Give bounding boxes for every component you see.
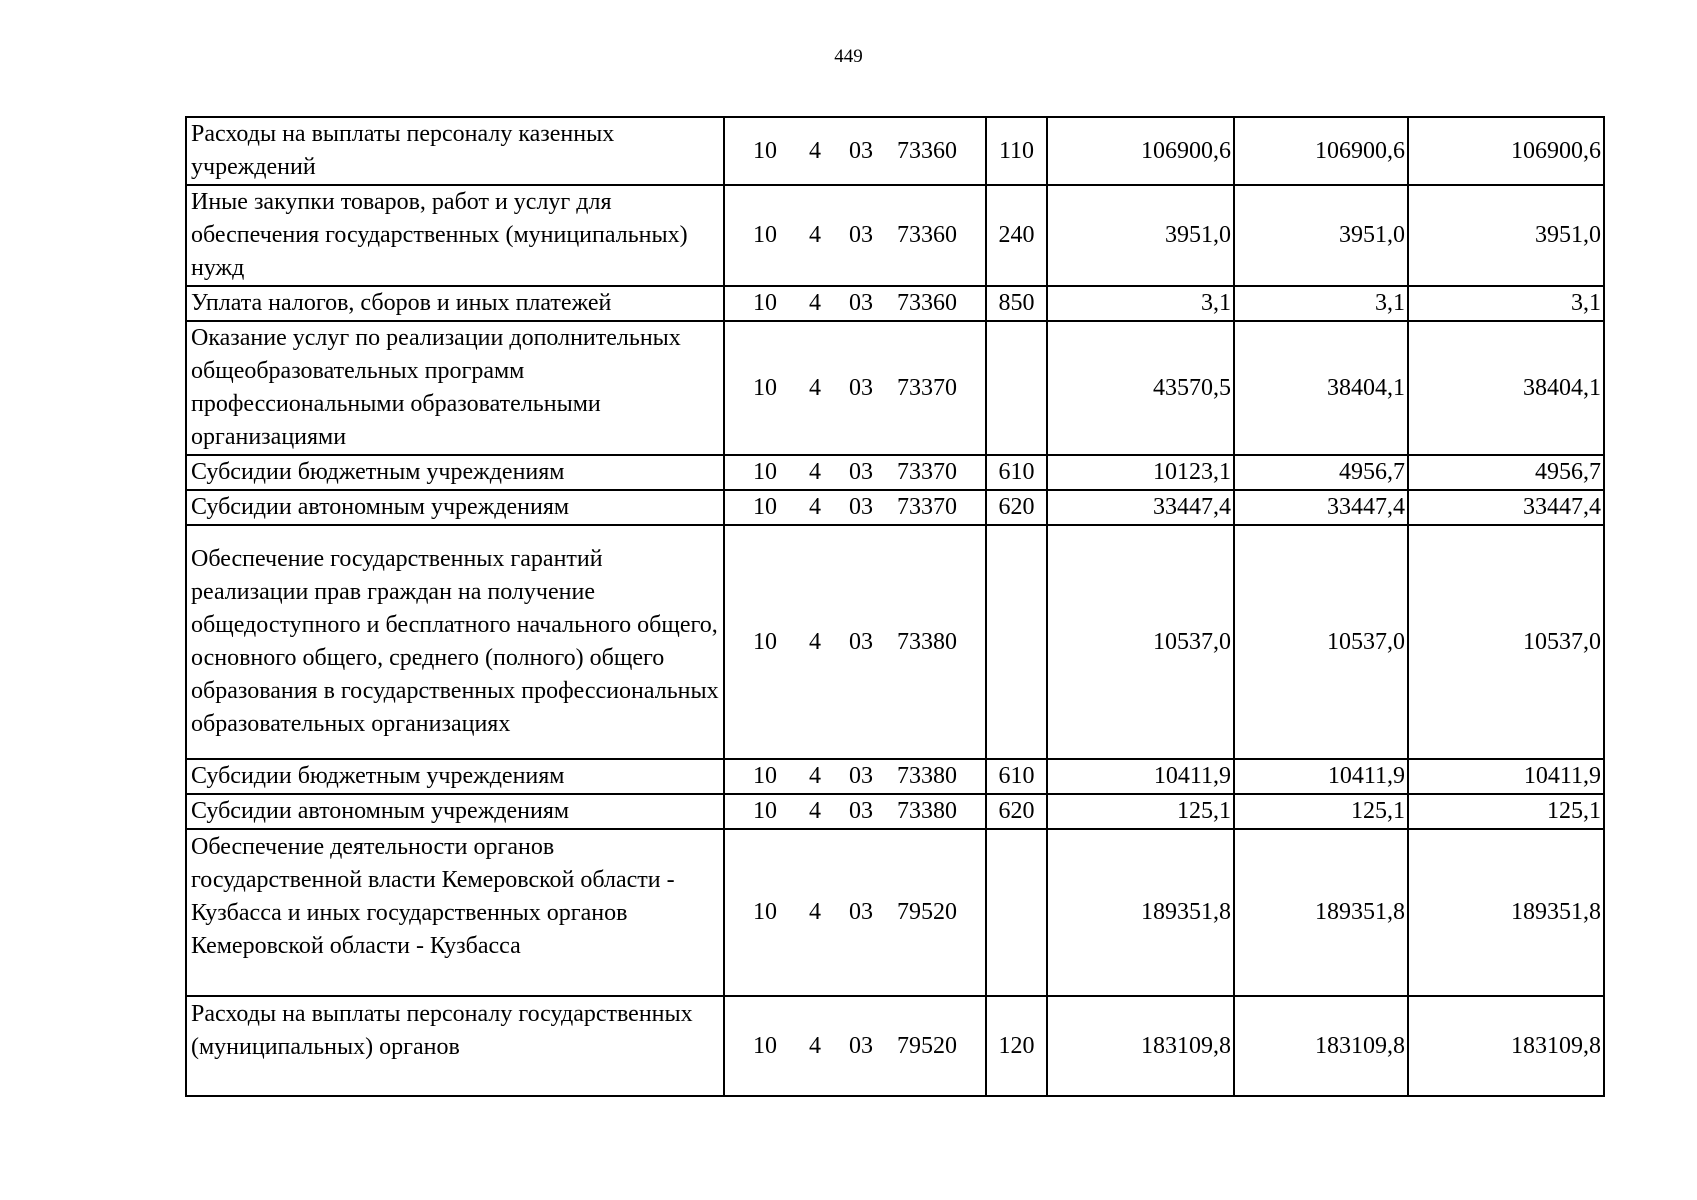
program-code: 03 — [849, 628, 873, 655]
subsection-code: 4 — [809, 798, 821, 824]
row-description: Субсидии автономным учреждениям — [186, 794, 724, 829]
subsection-code: 4 — [809, 628, 821, 655]
amount-2: 189351,8 — [1234, 829, 1408, 996]
section-code: 10 — [753, 763, 777, 789]
amount-3: 33447,4 — [1408, 490, 1604, 525]
amount-1: 189351,8 — [1047, 829, 1234, 996]
classification-codes — [724, 321, 986, 455]
table-row — [186, 829, 1604, 996]
amount-3: 3,1 — [1408, 286, 1604, 321]
section-code: 10 — [753, 1032, 777, 1059]
program-code: 03 — [849, 494, 873, 520]
classification-codes — [724, 455, 986, 490]
article-code: 73360 — [897, 222, 957, 248]
row-description: Субсидии бюджетным учреждениям — [186, 759, 724, 794]
row-description: Обеспечение деятельности органов государственной власти Кемеровской области - Кузбасса и иных государственных органов Кемеровской области - Кузбасса — [186, 829, 724, 996]
amount-2: 106900,6 — [1234, 117, 1408, 185]
classification-codes — [724, 525, 986, 759]
amount-2: 10537,0 — [1234, 525, 1408, 759]
section-code: 10 — [753, 222, 777, 248]
row-description: Расходы на выплаты персоналу казенных учреждений — [186, 117, 724, 185]
subsection-code: 4 — [809, 1032, 821, 1059]
expense-type-code: 610 — [986, 759, 1047, 794]
expense-type-code: 240 — [986, 185, 1047, 286]
expense-type-code — [986, 829, 1047, 996]
amount-1: 106900,6 — [1047, 117, 1234, 185]
program-code: 03 — [849, 222, 873, 248]
article-code: 73380 — [897, 763, 957, 789]
row-description: Субсидии автономным учреждениям — [186, 490, 724, 525]
section-code: 10 — [753, 137, 777, 164]
amount-3: 3951,0 — [1408, 185, 1604, 286]
expense-type-code: 620 — [986, 490, 1047, 525]
subsection-code: 4 — [809, 494, 821, 520]
amount-3: 38404,1 — [1408, 321, 1604, 455]
amount-3: 10537,0 — [1408, 525, 1604, 759]
section-code: 10 — [753, 374, 777, 401]
table-row — [186, 996, 1604, 1096]
amount-2: 3,1 — [1234, 286, 1408, 321]
article-code: 79520 — [897, 1032, 957, 1059]
classification-codes — [724, 794, 986, 829]
subsection-code: 4 — [809, 290, 821, 316]
section-code: 10 — [753, 494, 777, 520]
amount-1: 3,1 — [1047, 286, 1234, 321]
table-row — [186, 525, 1604, 759]
expense-type-code — [986, 321, 1047, 455]
amount-3: 106900,6 — [1408, 117, 1604, 185]
row-description: Уплата налогов, сборов и иных платежей — [186, 286, 724, 321]
amount-1: 183109,8 — [1047, 996, 1234, 1096]
expense-type-code: 850 — [986, 286, 1047, 321]
section-code: 10 — [753, 798, 777, 824]
subsection-code: 4 — [809, 459, 821, 485]
amount-1: 43570,5 — [1047, 321, 1234, 455]
program-code: 03 — [849, 374, 873, 401]
program-code: 03 — [849, 290, 873, 316]
amount-2: 33447,4 — [1234, 490, 1408, 525]
amount-2: 38404,1 — [1234, 321, 1408, 455]
section-code: 10 — [753, 459, 777, 485]
table-row — [186, 117, 1604, 185]
expense-type-code: 610 — [986, 455, 1047, 490]
article-code: 79520 — [897, 899, 957, 925]
classification-codes — [724, 286, 986, 321]
program-code: 03 — [849, 763, 873, 789]
amount-1: 125,1 — [1047, 794, 1234, 829]
program-code: 03 — [849, 798, 873, 824]
article-code: 73370 — [897, 459, 957, 485]
program-code: 03 — [849, 459, 873, 485]
classification-codes — [724, 829, 986, 996]
amount-3: 189351,8 — [1408, 829, 1604, 996]
row-description: Расходы на выплаты персоналу государственных (муниципальных) органов — [186, 996, 724, 1096]
program-code: 03 — [849, 1032, 873, 1059]
amount-2: 3951,0 — [1234, 185, 1408, 286]
program-code: 03 — [849, 899, 873, 925]
article-code: 73370 — [897, 374, 957, 401]
expense-type-code: 120 — [986, 996, 1047, 1096]
budget-table — [185, 116, 1605, 1097]
table-row — [186, 455, 1604, 490]
classification-codes — [724, 185, 986, 286]
subsection-code: 4 — [809, 137, 821, 164]
subsection-code: 4 — [809, 374, 821, 401]
page-number: 449 — [834, 46, 863, 67]
subsection-code: 4 — [809, 222, 821, 248]
amount-1: 3951,0 — [1047, 185, 1234, 286]
article-code: 73360 — [897, 137, 957, 164]
amount-2: 125,1 — [1234, 794, 1408, 829]
classification-codes — [724, 759, 986, 794]
classification-codes — [724, 490, 986, 525]
expense-type-code — [986, 525, 1047, 759]
table-row — [186, 286, 1604, 321]
table-row — [186, 185, 1604, 286]
expense-type-code: 620 — [986, 794, 1047, 829]
table-row — [186, 794, 1604, 829]
amount-1: 10537,0 — [1047, 525, 1234, 759]
row-description: Субсидии бюджетным учреждениям — [186, 455, 724, 490]
article-code: 73360 — [897, 290, 957, 316]
amount-1: 33447,4 — [1047, 490, 1234, 525]
program-code: 03 — [849, 137, 873, 164]
amount-3: 183109,8 — [1408, 996, 1604, 1096]
classification-codes — [724, 117, 986, 185]
row-description: Оказание услуг по реализации дополнительных общеобразовательных программ профессиональными образовательными организациями — [186, 321, 724, 455]
subsection-code: 4 — [809, 899, 821, 925]
table-row — [186, 759, 1604, 794]
budget-table-body — [186, 117, 1604, 1096]
amount-1: 10411,9 — [1047, 759, 1234, 794]
article-code: 73380 — [897, 798, 957, 824]
section-code: 10 — [753, 899, 777, 925]
subsection-code: 4 — [809, 763, 821, 789]
amount-1: 10123,1 — [1047, 455, 1234, 490]
amount-3: 4956,7 — [1408, 455, 1604, 490]
classification-codes — [724, 996, 986, 1096]
amount-2: 183109,8 — [1234, 996, 1408, 1096]
article-code: 73370 — [897, 494, 957, 520]
expense-type-code: 110 — [986, 117, 1047, 185]
table-row — [186, 490, 1604, 525]
article-code: 73380 — [897, 628, 957, 655]
amount-2: 4956,7 — [1234, 455, 1408, 490]
section-code: 10 — [753, 290, 777, 316]
amount-3: 10411,9 — [1408, 759, 1604, 794]
row-description: Обеспечение государственных гарантий реализации прав граждан на получение общедоступного и бесплатного начального общего, основного общего, среднего (полного) общего образования в государственных профессиональных образовательных организациях — [186, 525, 724, 759]
amount-3: 125,1 — [1408, 794, 1604, 829]
table-row — [186, 321, 1604, 455]
row-description: Иные закупки товаров, работ и услуг для обеспечения государственных (муниципальных) нужд — [186, 185, 724, 286]
section-code: 10 — [753, 628, 777, 655]
amount-2: 10411,9 — [1234, 759, 1408, 794]
